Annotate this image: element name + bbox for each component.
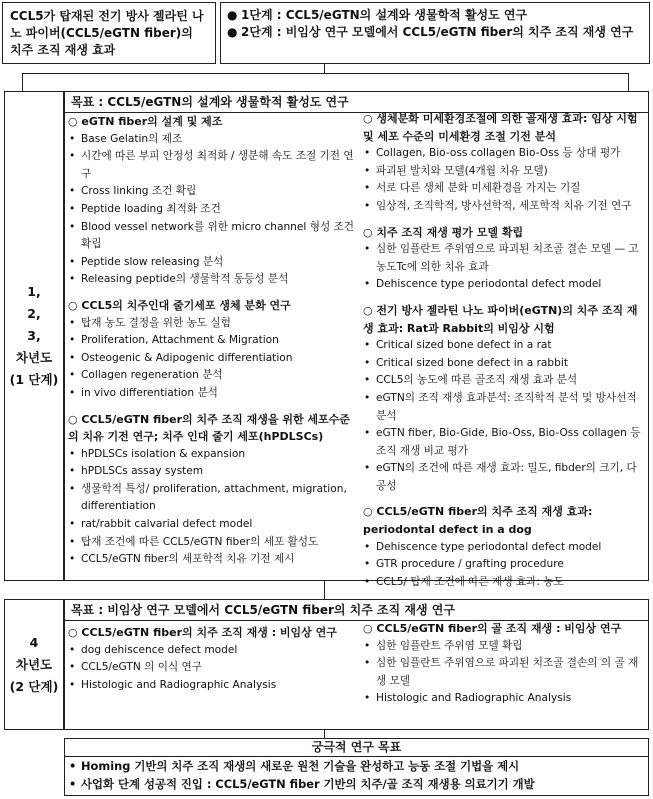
phase-2-left-column — [68, 624, 358, 694]
stage-2-summary: ● 2단계 : 비임상 연구 모델에서 CCL5/eGTN fiber의 치주 조직 재생 연구 — [227, 25, 634, 39]
phase-1-left-column — [68, 113, 358, 569]
list-item: • 생물학적 특성/ proliferation, attachment, migration, differentiation — [68, 481, 358, 516]
ultimate-goal-item: • Homing 기반의 치주 조직 재생의 새로운 원천 기술을 완성하고 능동 조절 기법을 제시 — [69, 759, 520, 773]
list-item: • 탑재 조건에 따른 CCL5/eGTN fiber의 세포 활성도 — [68, 534, 358, 552]
project-title-box — [2, 2, 216, 64]
list-item: • Cross linking 조건 확립 — [68, 183, 358, 201]
list-item: • CCL5/eGTN fiber의 세포학적 치유 기전 제시 — [68, 551, 358, 569]
list-item: • 심한 임플란트 주위염 모델 확립 — [363, 638, 645, 656]
bullet-icon: ● — [227, 25, 238, 39]
list-item: • Dehiscence type periodontal defect model — [363, 539, 645, 557]
section-gap — [363, 216, 645, 224]
stage-1-summary: ● 1단계 : CCL5/eGTN의 설계와 생물학적 활성도 연구 — [227, 8, 528, 22]
section-item-list — [68, 642, 358, 695]
phase-2-goal: 목표 : 비임상 연구 모델에서 CCL5/eGTN fiber의 치주 조직 재생 연구 — [65, 600, 648, 621]
list-item: • GTR procedure / grafting procedure — [363, 556, 645, 574]
section-item-list — [68, 446, 358, 569]
list-item: • Proliferation, Attachment & Migration — [68, 332, 358, 350]
section-heading: ○ CCL5/eGTN fiber의 치주 조직 재생을 위한 세포수준의 치유 기전 연구; 치주 인대 줄기 세포(hPDLSCs) — [68, 412, 350, 444]
list-item: • 파괴된 발치와 모델(4개월 치유 모델) — [363, 163, 645, 181]
bullet-icon: • — [69, 759, 77, 773]
list-item: • Histologic and Radiographic Analysis — [68, 677, 358, 695]
connector-line — [324, 581, 325, 599]
section-item-list — [363, 241, 645, 294]
list-item: • Dehiscence type periodontal defect model — [363, 276, 645, 294]
phase-1-goal: 목표 : CCL5/eGTN의 설계와 생물학적 활성도 연구 — [65, 92, 648, 113]
phase-1-year-box — [4, 91, 64, 581]
list-item: • Peptide loading 최적화 조건 — [68, 201, 358, 219]
section-heading: ○ CCL5/eGTN fiber의 치주 조직 재생 효과: periodontal defect in a dog — [363, 505, 593, 537]
list-item: • Collagen regeneration 분석 — [68, 367, 358, 385]
project-title: CCL5가 탑재된 전기 방사 젤라틴 나노 파이버(CCL5/eGTN fiber)의 치주 조직 재생 효과 — [10, 9, 204, 57]
list-item: • hPDLSCs assay system — [68, 463, 358, 481]
list-item: • Osteogenic & Adipogenic differentiation — [68, 350, 358, 368]
section-heading: ○ CCL5/eGTN fiber의 골 조직 재생 : 비임상 연구 — [363, 622, 622, 635]
list-item: • Blood vessel network를 위한 micro channel 형성 조건 확립 — [68, 219, 358, 254]
connector-line — [324, 64, 325, 73]
connector-line — [628, 73, 629, 91]
section-heading: ○ eGTN fiber의 설계 및 제조 — [68, 115, 223, 128]
list-item: • Releasing peptide의 생물학적 동등성 분석 — [68, 271, 358, 289]
list-item: • 시간에 따른 부피 안정성 최적화 / 생분해 속도 조절 기전 연구 — [68, 148, 358, 183]
phase-1-year-label: 1, 2, 3, 차년도 (1 단계) — [9, 284, 59, 387]
stage-summary-box — [220, 2, 650, 64]
list-item: • 임상적, 조직학적, 방사선학적, 세포학적 치유 기전 연구 — [363, 198, 645, 216]
section-heading: ○ CCL5의 치주인대 줄기세포 생체 분화 연구 — [68, 298, 291, 312]
list-item: • Critical sized bone defect in a rat — [363, 337, 645, 355]
phase-1-content-box — [64, 91, 649, 588]
section-heading: ○ 전기 방사 젤라틴 나노 파이버(eGTN)의 치주 조직 재생 효과: Rat과 Rabbit의 비임상 시험 — [363, 303, 638, 335]
list-item: • Histologic and Radiographic Analysis — [363, 690, 645, 708]
list-item: • eGTN의 조직 재생 효과분석: 조직학적 분석 및 방사선적 분석 — [363, 390, 645, 425]
section-heading: ○ CCL5/eGTN fiber의 치주 조직 재생 : 비임상 연구 — [68, 626, 337, 639]
section-gap — [68, 403, 358, 411]
list-item: • CCL5/eGTN 의 이식 연구 — [68, 659, 358, 677]
ultimate-goal-box — [64, 738, 649, 796]
phase-2-year-box — [4, 599, 64, 730]
section-gap — [363, 495, 645, 503]
list-item: • CCL5/ 탑재 조건에 따른 재생 효과: 농도 — [363, 574, 645, 592]
ultimate-goal-title: 궁극적 연구 목표 — [65, 739, 648, 757]
bullet-icon: • — [69, 777, 77, 791]
list-item: • 서로 다른 생체 분화 미세환경을 가지는 기질 — [363, 180, 645, 198]
phase-2-content-box — [64, 599, 649, 730]
list-item: • eGTN의 조건에 따른 재생 효과: 밀도, fibder의 크기, 다공성 — [363, 460, 645, 495]
list-item: • Base Gelatin의 제조 — [68, 131, 358, 149]
section-item-list — [363, 337, 645, 495]
list-item: • 탑재 농도 결정을 위한 농도 실험 — [68, 315, 358, 333]
list-item: • dog dehiscence defect model — [68, 642, 358, 660]
list-item: • Peptide slow releasing 분석 — [68, 254, 358, 272]
list-item: • eGTN fiber, Bio-Gide, Bio-Oss, Bio-Oss collagen 등 조직 재생 비교 평가 — [363, 425, 645, 460]
ultimate-goal-item: • 사업화 단계 성공적 진입 : CCL5/eGTN fiber 기반의 치주/골 조직 재생용 의료기기 개발 — [69, 777, 535, 791]
connector-line — [22, 73, 629, 74]
phase-2-right-column — [363, 620, 645, 708]
list-item: • 심한 임플란트 주위염으로 파괴된 치조골 결손 모델 — 고농도Tc에 의한 치유 효과 — [363, 241, 645, 276]
list-item: • hPDLSCs isolation & expansion — [68, 446, 358, 464]
section-gap — [68, 289, 358, 297]
list-item: • CCL5의 농도에 따른 골조직 재생 효과 분석 — [363, 372, 645, 390]
section-heading: ○ 생체분화 미세환경조절에 의한 골재생 효과: 임상 시험 및 세포 수준의 미세환경 조절 기전 분석 — [363, 112, 638, 143]
section-item-list — [363, 145, 645, 215]
section-item-list — [363, 638, 645, 708]
section-item-list — [68, 315, 358, 403]
phase-1-right-column — [363, 110, 645, 591]
bullet-icon: ● — [227, 8, 238, 22]
connector-line — [324, 730, 325, 738]
connector-line — [22, 73, 23, 91]
section-item-list — [68, 131, 358, 289]
section-item-list — [363, 539, 645, 592]
list-item: • in vivo differentiation 분석 — [68, 385, 358, 403]
phase-2-year-label: 4 차년도 (2 단계) — [9, 634, 59, 694]
list-item: • Collagen, Bio-oss collagen Bio-Oss 등 상대 평가 — [363, 145, 645, 163]
section-heading: ○ 치주 조직 재생 평가 모델 확립 — [363, 225, 524, 239]
list-item: • 심한 임플란트 주위염으로 파괴된 치조골 결손의 의 골 재생 모델 — [363, 655, 645, 690]
section-gap — [363, 294, 645, 302]
list-item: • rat/rabbit calvarial defect model — [68, 516, 358, 534]
list-item: • Critical sized bone defect in a rabbit — [363, 355, 645, 373]
